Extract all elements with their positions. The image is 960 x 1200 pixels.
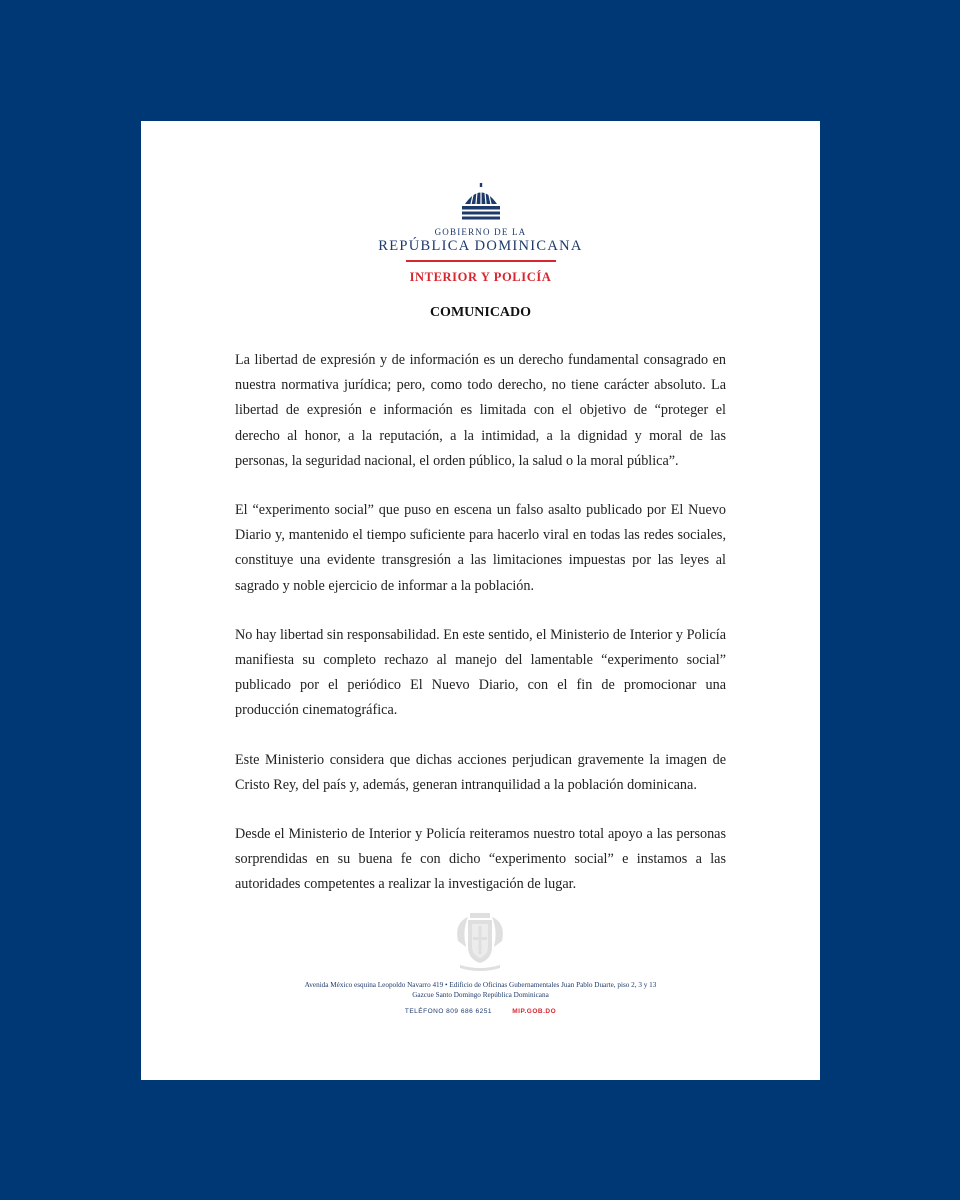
- country-name: REPÚBLICA DOMINICANA: [378, 238, 583, 254]
- footer-website[interactable]: MIP.GOB.DO: [512, 1008, 557, 1015]
- document-body: [235, 348, 726, 922]
- ministry-name: INTERIOR Y POLICÍA: [409, 270, 552, 284]
- paragraph: No hay libertad sin responsabilidad. En este sentido, el Ministerio de Interior y Policía manifiesta su completo rechazo al manejo del lamentable “experimento social” publicado por el periódico El Nuevo Diario, con el fin de promocionar una producción cinematográfica.: [235, 626, 726, 719]
- paragraph: La libertad de expresión y de información es un derecho fundamental consagrado en nuestra normativa jurídica; pero, como todo derecho, no tiene carácter absoluto. La libertad de expresión e información es limitada con el objetivo de “proteger el derecho al honor, a la reputación, a la intimidad, a la dignidad y moral de las personas, la seguridad nacional, el orden público, la salud o la moral pública”.: [235, 352, 726, 469]
- footer-city: Gazcue Santo Domingo República Dominicana: [412, 991, 549, 999]
- document-title: COMUNICADO: [429, 305, 532, 320]
- paragraph: Este Ministerio considera que dichas acciones perjudican gravemente la imagen de Cristo Rey, del país y, además, generan intranquilidad a la población dominicana.: [235, 751, 726, 793]
- paragraph: Desde el Ministerio de Interior y Policía reiteramos nuestro total apoyo a las personas sorprendidas en su buena fe con dicho “experimento social” e instamos a las autoridades competentes a realizar la investigación de lugar.: [235, 826, 726, 893]
- government-label: GOBIERNO DE LA: [434, 227, 527, 237]
- letterhead: [141, 183, 820, 285]
- footer-phone: TELÉFONO 809 686 6251: [404, 1008, 492, 1015]
- paragraph: El “experimento social” que puso en escena un falso asalto publicado por El Nuevo Diario y, mantenido el tiempo suficiente para hacerlo viral en todas las redes sociales, constituye una evidente transgresión a las limitaciones impuestas por las leyes al sagrado y noble ejercicio de informar a la población.: [235, 502, 726, 594]
- government-dome-icon: [459, 183, 503, 223]
- coat-of-arms-watermark-icon: [450, 911, 510, 971]
- footer-address: Avenida México esquina Leopoldo Navarro 419 • Edificio de Oficinas Gubernamentales Juan Pablo Duarte, piso 2, 3 y 13: [304, 981, 657, 989]
- footer-contact: [141, 1008, 820, 1015]
- footer: [141, 980, 820, 1015]
- document-page: [141, 121, 820, 1080]
- letterhead-divider: [406, 260, 556, 262]
